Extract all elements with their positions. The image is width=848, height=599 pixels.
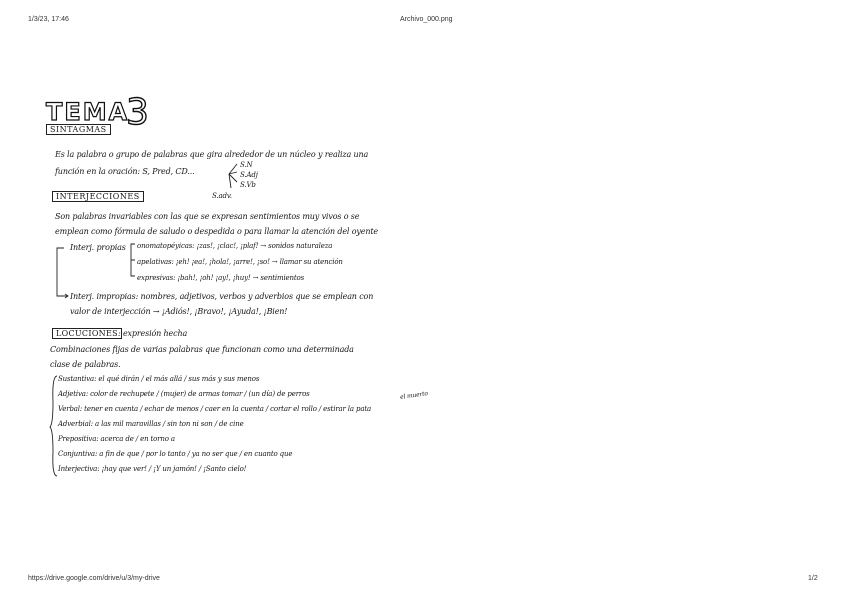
interj-def-line-2: emplean como fórmula de saludo o despedida o para llamar la atención del oyente <box>55 227 378 236</box>
propias-label: Interj. propias <box>70 243 126 252</box>
locuciones-line-1: Combinaciones fijas de varias palabras que funcionan como una determinada <box>50 345 354 354</box>
branch-sn: S.N <box>240 161 253 169</box>
interj-def-line-1: Son palabras invariables con las que se expresan sentimientos muy vivos o se <box>55 212 360 221</box>
impropias-line-1: Interj. impropias: nombres, adjetivos, verbos y adverbios que se emplean con <box>70 292 374 301</box>
heading-interjecciones: INTERJECCIONES <box>52 191 144 202</box>
definition-line-1: Es la palabra o grupo de palabras que gira alrededor de un núcleo y realiza una <box>55 150 369 159</box>
subtitle-sintagmas: SINTAGMAS <box>46 124 111 135</box>
tema-number: 3 <box>126 92 149 133</box>
propias-item-1: onomatopéyicas: ¡zas!, ¡clac!, ¡plaf! → sonidos naturaleza <box>137 242 333 250</box>
locucion-conjuntiva: Conjuntiva: a fin de que / por lo tanto / ya no ser que / en cuanto que <box>58 450 293 458</box>
heading-locuciones: LOCUCIONES <box>52 328 122 339</box>
tema-title: TEMA <box>46 98 130 126</box>
propias-item-3: expresivas: ¡bah!, ¡oh! ¡ay!, ¡huy! → sentimientos <box>137 274 305 282</box>
locucion-sustantiva: Sustantiva: el qué dirán / el más allá / sus más y sus menos <box>58 375 260 383</box>
definition-line-2: función en la oración: S, Pred, CD... <box>55 167 195 176</box>
locuciones-line-2: clase de palabras. <box>50 360 121 369</box>
impropias-line-2: valor de interjección → ¡Adiós!, ¡Bravo!, ¡Ayuda!, ¡Bien! <box>70 307 288 316</box>
locuciones-definition: : expresión hecha <box>118 329 188 338</box>
branch-svb: S.Vb <box>240 181 256 189</box>
locucion-prepositiva: Prepositiva: acerca de / en torno a <box>58 435 175 443</box>
locucion-verbal: Verbal: tener en cuenta / echar de menos / caer en la cuenta / cortar el rollo / estirar la pata <box>58 405 372 413</box>
propias-item-2: apelativas: ¡eh! ¡ea!, ¡hola!, ¡arre!, ¡so! → llamar su atención <box>137 258 343 266</box>
print-doc-title: Archivo_000.png <box>400 16 453 23</box>
locucion-interjectiva: Interjectiva: ¡hay que ver! / ¡Y un jamón! / ¡Santo cielo! <box>58 465 247 473</box>
branch-sadv: S.adv. <box>212 192 232 200</box>
locucion-adjetiva: Adjetiva: color de rechupete / (mujer) de armas tomar / (un día) de perros <box>58 390 310 398</box>
locucion-adverbial: Adverbial: a las mil maravillas / sin ton ni son / de cine <box>58 420 244 428</box>
print-url[interactable]: https://drive.google.com/drive/u/3/my-drive <box>28 575 160 582</box>
branch-sadj: S.Adj <box>240 171 258 179</box>
annotation-el-muerto: el muerto <box>399 390 429 401</box>
print-datetime: 1/3/23, 17:46 <box>28 16 69 23</box>
print-page-number: 1/2 <box>808 575 818 582</box>
